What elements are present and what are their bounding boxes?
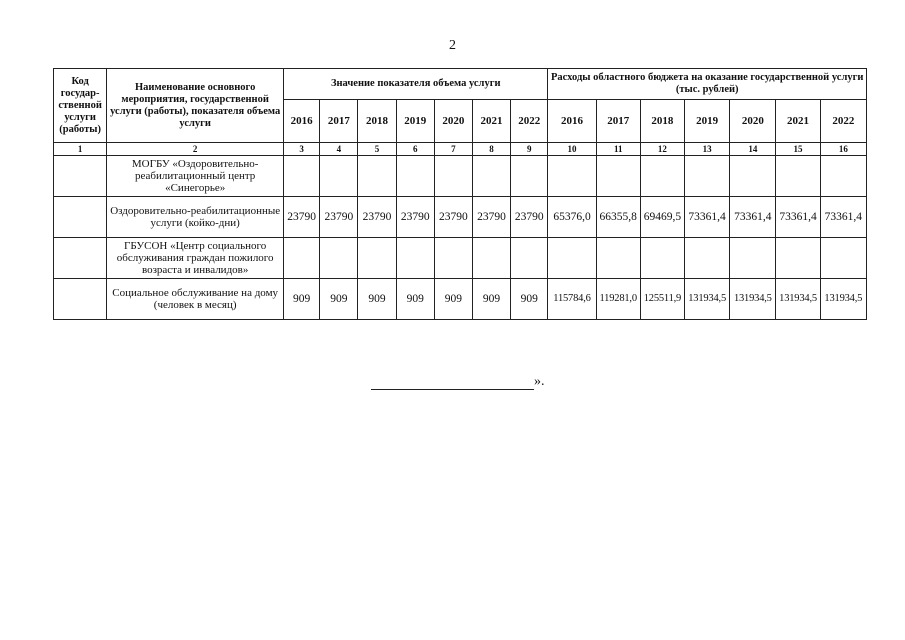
expense-value: 66355,8 [596, 197, 640, 238]
header-volume-year: 2017 [320, 100, 358, 143]
expense-value [685, 156, 730, 197]
column-number: 13 [685, 143, 730, 156]
expense-value: 73361,4 [820, 197, 866, 238]
table-row [54, 197, 867, 238]
expense-value [640, 238, 684, 279]
page-number: 2 [449, 38, 456, 53]
closing-underline [371, 376, 534, 390]
column-number: 11 [596, 143, 640, 156]
row-code [54, 156, 107, 197]
expense-value: 115784,6 [548, 279, 596, 320]
volume-value [511, 238, 548, 279]
volume-value: 909 [284, 279, 320, 320]
volume-value [396, 238, 434, 279]
header-name: Наименование основного мероприятия, государственной услуги (работы), показателя объема услуги [107, 69, 284, 143]
volume-value: 23790 [284, 197, 320, 238]
expense-value [685, 238, 730, 279]
volume-value [358, 156, 396, 197]
expense-value: 125511,9 [640, 279, 684, 320]
volume-value: 909 [320, 279, 358, 320]
expense-value [548, 156, 596, 197]
row-name: Оздоровительно-реабилитационные услуги (койко-дни) [107, 197, 284, 238]
volume-value: 23790 [358, 197, 396, 238]
header-expense-year: 2022 [820, 100, 866, 143]
header-volume-year: 2021 [472, 100, 510, 143]
row-code [54, 238, 107, 279]
header-volume-year: 2019 [396, 100, 434, 143]
row-name: МОГБУ «Оздоровительно-реабилитационный центр «Синегорье» [107, 156, 284, 197]
expense-value [596, 238, 640, 279]
expense-value: 131934,5 [820, 279, 866, 320]
volume-value: 909 [396, 279, 434, 320]
header-expense-year: 2018 [640, 100, 684, 143]
expense-value [730, 238, 776, 279]
volume-value [472, 238, 510, 279]
column-number: 7 [434, 143, 472, 156]
row-name: Социальное обслуживание на дому (человек в месяц) [107, 279, 284, 320]
expense-value [776, 238, 820, 279]
column-number: 16 [820, 143, 866, 156]
volume-value [358, 238, 396, 279]
expense-value: 119281,0 [596, 279, 640, 320]
expense-value: 131934,5 [776, 279, 820, 320]
expense-value: 73361,4 [685, 197, 730, 238]
expense-value: 131934,5 [730, 279, 776, 320]
volume-value [396, 156, 434, 197]
header-expense-year: 2019 [685, 100, 730, 143]
volume-value: 909 [472, 279, 510, 320]
header-volume-group: Значение показателя объема услуги [284, 69, 548, 100]
volume-value [434, 156, 472, 197]
volume-value: 909 [511, 279, 548, 320]
volume-value: 23790 [320, 197, 358, 238]
expense-value: 69469,5 [640, 197, 684, 238]
header-volume-year: 2018 [358, 100, 396, 143]
column-numbers-row [54, 143, 867, 156]
closing-mark: ». [534, 374, 545, 389]
expense-value [820, 238, 866, 279]
volume-value: 23790 [472, 197, 510, 238]
volume-value [320, 156, 358, 197]
volume-value [284, 156, 320, 197]
row-code [54, 197, 107, 238]
volume-value [320, 238, 358, 279]
header-volume-year: 2020 [434, 100, 472, 143]
column-number: 8 [472, 143, 510, 156]
expense-value [548, 238, 596, 279]
table-row [54, 279, 867, 320]
table-row [54, 156, 867, 197]
column-number: 3 [284, 143, 320, 156]
column-number: 2 [107, 143, 284, 156]
column-number: 12 [640, 143, 684, 156]
expense-value [820, 156, 866, 197]
column-number: 1 [54, 143, 107, 156]
header-expense-year: 2017 [596, 100, 640, 143]
column-number: 14 [730, 143, 776, 156]
volume-value [472, 156, 510, 197]
expense-value [596, 156, 640, 197]
expense-value: 131934,5 [685, 279, 730, 320]
column-number: 5 [358, 143, 396, 156]
expense-value: 65376,0 [548, 197, 596, 238]
expense-value [640, 156, 684, 197]
header-code: Код государ-ственной услуги (работы) [54, 69, 107, 143]
column-number: 10 [548, 143, 596, 156]
header-volume-year: 2022 [511, 100, 548, 143]
row-name: ГБУСОН «Центр социального обслуживания граждан пожилого возраста и инвалидов» [107, 238, 284, 279]
volume-value [511, 156, 548, 197]
header-expense-year: 2016 [548, 100, 596, 143]
volume-value: 23790 [396, 197, 434, 238]
volume-value: 23790 [434, 197, 472, 238]
volume-expense-table [53, 68, 867, 320]
header-expense-group: Расходы областного бюджета на оказание государственной услуги (тыс. рублей) [548, 69, 867, 100]
expense-value [776, 156, 820, 197]
column-number: 4 [320, 143, 358, 156]
row-code [54, 279, 107, 320]
column-number: 6 [396, 143, 434, 156]
volume-value: 23790 [511, 197, 548, 238]
header-volume-year: 2016 [284, 100, 320, 143]
expense-value: 73361,4 [776, 197, 820, 238]
volume-value: 909 [358, 279, 396, 320]
column-number: 15 [776, 143, 820, 156]
volume-value [284, 238, 320, 279]
volume-value: 909 [434, 279, 472, 320]
header-expense-year: 2020 [730, 100, 776, 143]
table-row [54, 238, 867, 279]
expense-value: 73361,4 [730, 197, 776, 238]
column-number: 9 [511, 143, 548, 156]
header-expense-year: 2021 [776, 100, 820, 143]
volume-value [434, 238, 472, 279]
expense-value [730, 156, 776, 197]
